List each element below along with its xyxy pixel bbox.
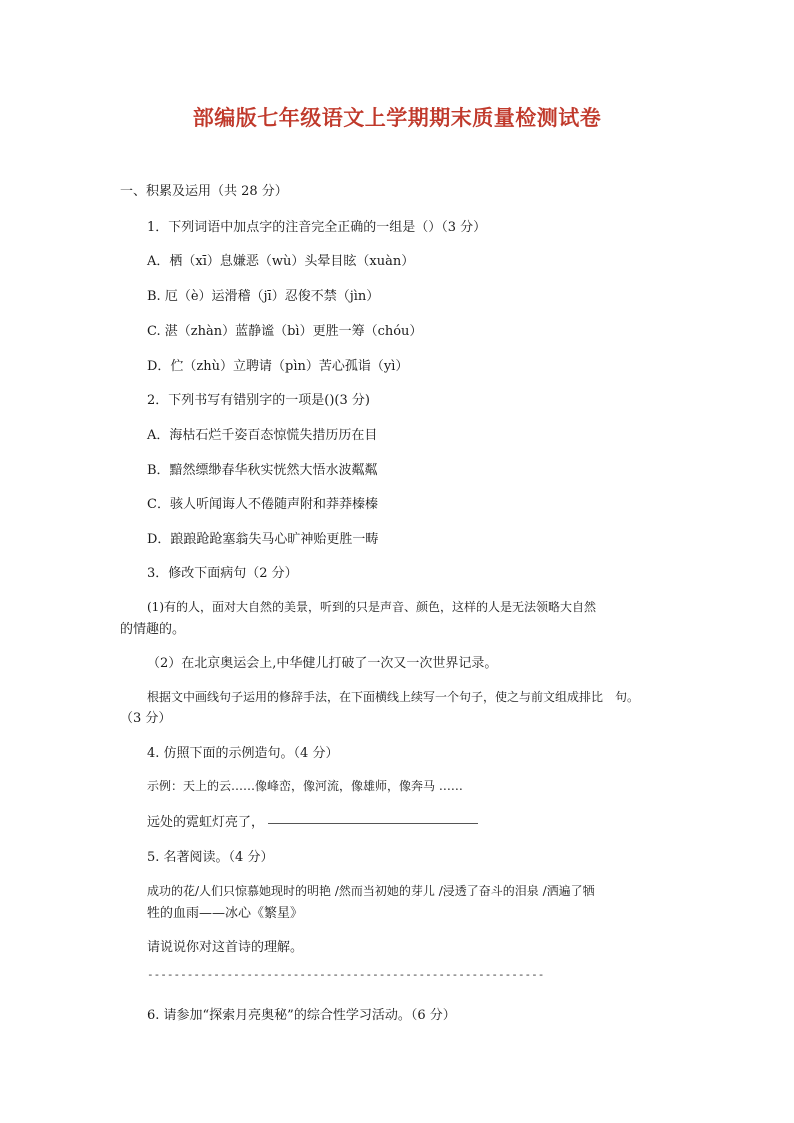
question-1-stem: 1．下列词语中加点字的注音完全正确的一组是（）（3 分） bbox=[147, 220, 487, 235]
question-4-prompt: 远处的霓虹灯亮了， bbox=[147, 815, 265, 830]
question-4-prompt-row bbox=[147, 811, 478, 830]
question-5-stem: 5. 名著阅读。（4 分） bbox=[147, 850, 274, 865]
question-3-stem: 3．修改下面病句（2 分） bbox=[147, 566, 298, 581]
question-5-prompt: 请说说你对这首诗的理解。 bbox=[147, 940, 304, 955]
question-2-stem: 2．下列书写有错别字的一项是()(3 分) bbox=[147, 393, 370, 408]
poem-line-1: 成功的花/人们只惊慕她现时的明艳 /然而当初她的芽儿 /浸透了奋斗的泪泉 /洒遍了牺 bbox=[147, 884, 595, 898]
rhetoric-instruction-points: （3 分） bbox=[120, 711, 172, 726]
question-1-option-b: B. 厄（è）运滑稽（jī）忍俊不禁（jìn） bbox=[147, 289, 380, 304]
question-3-sentence-1-cont: 的情趣的。 bbox=[120, 622, 186, 637]
question-2-option-d: D．踉踉跄跄塞翁失马心旷神贻更胜一畴 bbox=[147, 532, 379, 547]
question-1-option-c: C. 湛（zhàn）蓝静谧（bì）更胜一筹（chóu） bbox=[147, 324, 423, 339]
page-title: 部编版七年级语文上学期期末质量检测试卷 bbox=[192, 105, 602, 130]
question-4-example: 示例：天上的云……像峰峦，像河流，像雄师，像奔马 …… bbox=[147, 779, 463, 793]
question-2-option-b: B．黯然缥缈春华秋实恍然大悟水波粼粼 bbox=[147, 463, 378, 478]
section-heading: 一、积累及运用（共 28 分） bbox=[120, 184, 288, 199]
question-3-sentence-2: （2）在北京奥运会上,中华健儿打破了一次又一次世界记录。 bbox=[147, 656, 498, 671]
answer-blank[interactable] bbox=[268, 822, 478, 824]
question-6-stem: 6. 请参加“探索月亮奥秘”的综合性学习活动。（6 分） bbox=[147, 1008, 456, 1023]
question-1-option-a: A．栖（xī）息嫌恶（wù）头晕目眩（xuàn） bbox=[147, 254, 415, 269]
question-4-stem: 4. 仿照下面的示例造句。（4 分） bbox=[147, 746, 339, 761]
question-2-option-a: A．海枯石烂千姿百态惊慌失措历历在目 bbox=[147, 428, 378, 443]
question-3-sentence-1: (1)有的人，面对大自然的美景，听到的只是声音、颜色，这样的人是无法领略大自然 bbox=[147, 600, 597, 614]
question-1-option-d: D．伫（zhù）立聘请（pìn）苦心孤诣（yì） bbox=[147, 359, 409, 374]
poem-line-2: 牲的血雨——冰心《繁星》 bbox=[147, 906, 304, 921]
rhetoric-instruction: 根据文中画线句子运用的修辞手法，在下面横线上续写一个句子，使之与前文组成排比 句。 bbox=[147, 690, 640, 704]
question-2-option-c: C．骇人听闻诲人不倦随声附和莽莽榛榛 bbox=[147, 497, 378, 512]
answer-line[interactable]: ------------------------------------------------------------ bbox=[147, 968, 545, 981]
